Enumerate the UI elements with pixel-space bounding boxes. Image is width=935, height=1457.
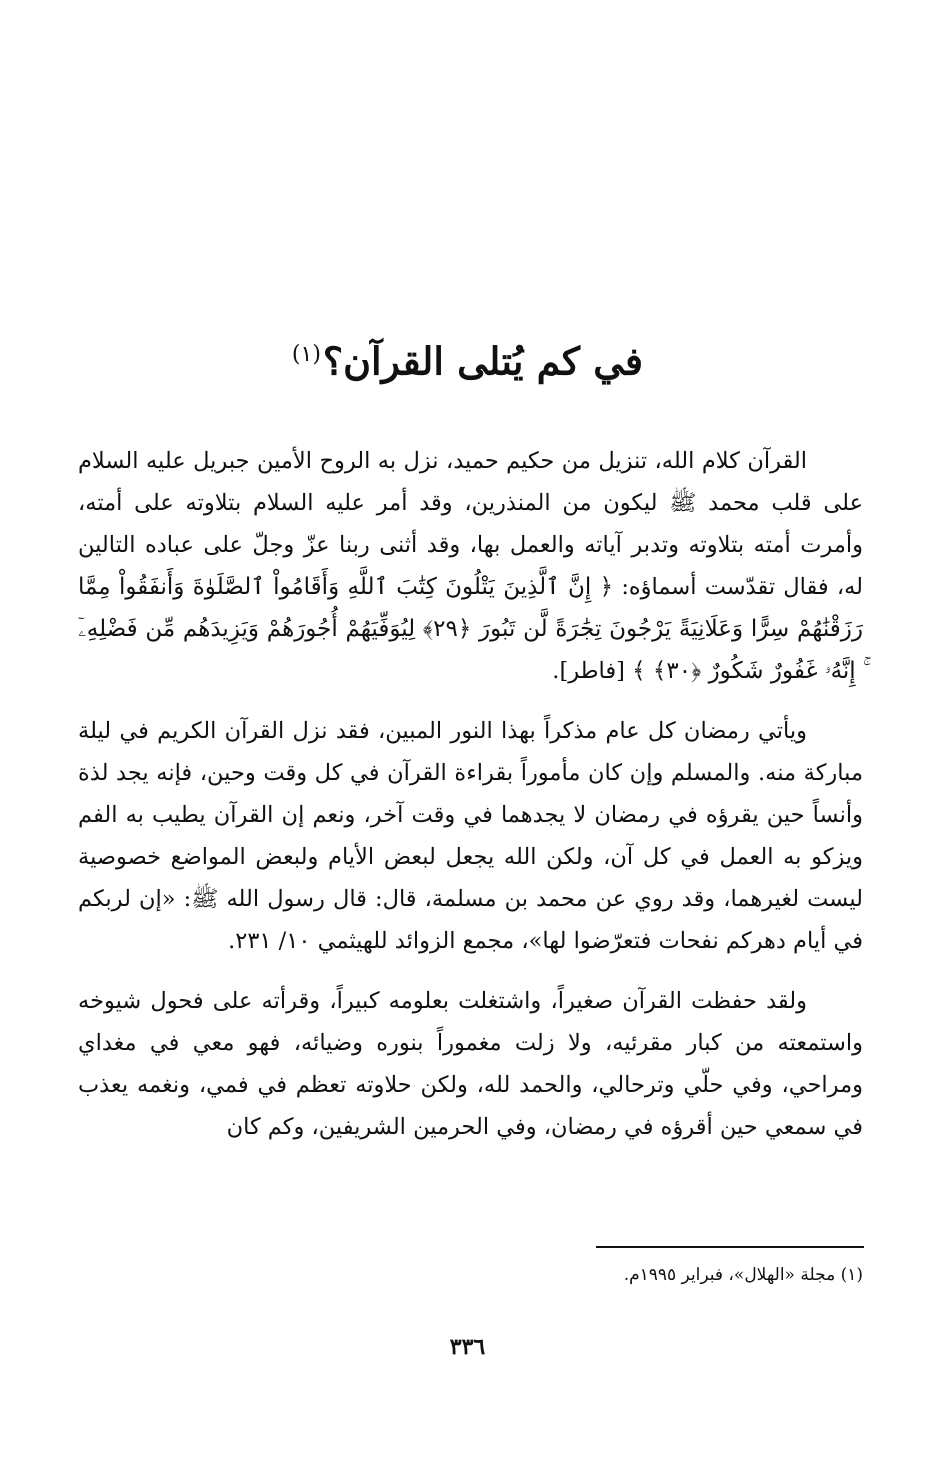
paragraph-2: ويأتي رمضان كل عام مذكراً بهذا النور المبين، فقد نزل القرآن الكريم في ليلة مباركة منه. والمسلم وإن كان مأموراً بقراءة القرآن في كل وقت وحين، فإنه يجد لذة وأنساً حين يقرؤه في رمضان لا يجدهما في وقت آخر، ونعم إن القرآن يطيب به الفم ويزكو به العمل في كل آن، ولكن الله يجعل لبعض الأيام ولبعض المواضع خصوصية ليست لغيرهما، وقد روي عن محمد بن مسلمة، قال: قال رسول الله ﷺ: «إن لربكم في أيام دهركم نفحات فتعرّضوا لها»، مجمع الزوائد للهيثمي ١٠/ ٢٣١. [78,718,863,954]
footnote-divider [596,1246,864,1248]
verse-reference: [فاطر]. [552,658,633,684]
page-number: ٣٣٦ [449,1334,486,1360]
title-text: في كم يُتلى القرآن؟ [322,339,644,385]
paragraph-3: ولقد حفظت القرآن صغيراً، واشتغلت بعلومه كبيراً، وقرأته على فحول شيوخه واستمعته من كبار مقرئيه، ولا زلت مغموراً بنوره وضيائه، فهو معي في مغداي ومراحي، وفي حلّي وترحالي، والحمد لله، ولكن حلاوته تعظم في فمي، ونغمه يعذب في سمعي حين أقرؤه في رمضان، وفي الحرمين الشريفين، وكم كان [78,988,863,1140]
footnote: (١) مجلة «الهلال»، فبراير ١٩٩٥م. [623,1265,863,1285]
body-text [78,440,863,1166]
title-footnote-marker: (١) [291,342,321,368]
paragraph-1 [78,440,863,692]
paragraph-1-intro: القرآن كلام الله، تنزيل من حكيم حميد، نزل به الروح الأمين جبريل عليه السلام على قلب محمد ﷺ ليكون من المنذرين، وقد أمر عليه السلام بتلاوته على أمته، وأمرت أمته بتلاوته وتدبر آياته والعمل بها، وقد أثنى ربنا عزّ وجلّ على عباده التالين له، فقال تقدّست أسماؤه: [78,448,864,600]
quran-verse: ﴿ إِنَّ ٱلَّذِينَ يَتْلُونَ كِتَٰبَ ٱللَّهِ وَأَقَامُواْ ٱلصَّلَوٰةَ وَأَنفَقُواْ مِمَّا رَزَقْنَٰهُمْ سِرًّا وَعَلَانِيَةً يَرْجُونَ تِجَٰرَةً لَّن تَبُورَ ﴿٢٩﴾ لِيُوَفِّيَهُمْ أُجُورَهُمْ وَيَزِيدَهُم مِّن فَضْلِهِۦٓ ۚ إِنَّهُۥ غَفُورٌ شَكُورٌ ﴿٣٠﴾ ﴾ [78,574,863,684]
page-title [0,325,935,392]
